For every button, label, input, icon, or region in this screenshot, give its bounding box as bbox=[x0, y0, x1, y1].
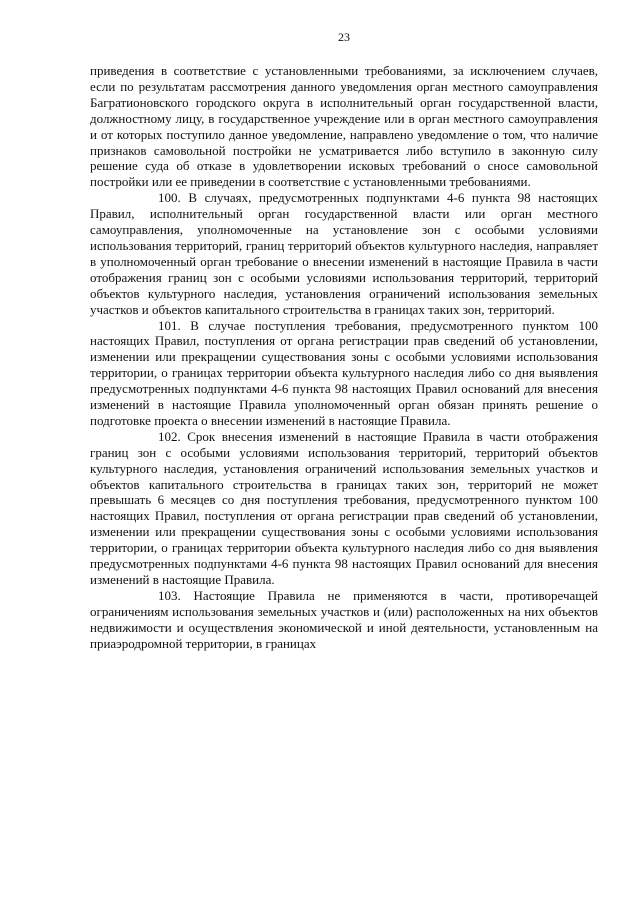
paragraph-103: 103. Настоящие Правила не применяются в части, противоречащей ограничениям использования земельных участков и (или) расположенных на них объектов недвижимости и осуществления экономической и иной деятельности, установленным на приаэродромной территории, в границах bbox=[90, 587, 598, 651]
page-number: 23 bbox=[338, 30, 350, 44]
paragraph-100: 100. В случаях, предусмотренных подпунктами 4-6 пункта 98 настоящих Правил, исполнительный орган государственной власти или орган местного самоуправления, уполномоченные на установление зон с особыми условиями использования территорий, границ территорий объектов культурного наследия, направляет в уполномоченный орган требование о внесении изменений в настоящие Правила в части отображения границ зон с особыми условиями использования территорий, территорий объектов культурного наследия, установления ограничений использования земельных участков и объектов капитального строительства в границах таких зон, территорий. bbox=[90, 190, 598, 317]
paragraph-102: 102. Срок внесения изменений в настоящие Правила в части отображения границ зон с особыми условиями использования территорий, территорий объектов культурного наследия, установления ограничений использования земельных участков и объектов капитального строительства в границах таких зон, территорий не может превышать 6 месяцев со дня поступления требования, предусмотренного пунктом 100 настоящих Правил, поступления от органа регистрации прав сведений об установлении, изменении или прекращении существования зоны с особыми условиями использования территории, о границах территории объекта культурного наследия либо со дня выявления предусмотренных подпунктами 4-6 пункта 98 настоящих Правил оснований для внесения изменений в настоящие Правила. bbox=[90, 428, 598, 587]
paragraph-101: 101. В случае поступления требования, предусмотренного пунктом 100 настоящих Правил, поступления от органа регистрации прав сведений об установлении, изменении или прекращении существования зоны с особыми условиями использования территории, о границах территории объекта культурного наследия либо со дня выявления предусмотренных подпунктами 4-6 пункта 98 настоящих Правил оснований для внесения изменений в настоящие Правила уполномоченный орган обязан принять решение о подготовке проекта о внесении изменений в настоящие Правила. bbox=[90, 317, 598, 428]
paragraph-99-continuation: приведения в соответствие с установленными требованиями, за исключением случаев, если по результатам рассмотрения данного уведомления орган местного самоуправления Багратионовского городского округа в исполнительный орган государственной власти, должностному лицу, в государственное учреждение или в орган местного самоуправления и от которых поступило данное уведомление, направлено уведомление о том, что наличие признаков самовольной постройки не усматривается либо вступило в законную силу решение суда об отказе в удовлетворении исковых требований о сносе самовольной постройки или ее приведении в соответствие с установленными требованиями. bbox=[90, 63, 598, 190]
